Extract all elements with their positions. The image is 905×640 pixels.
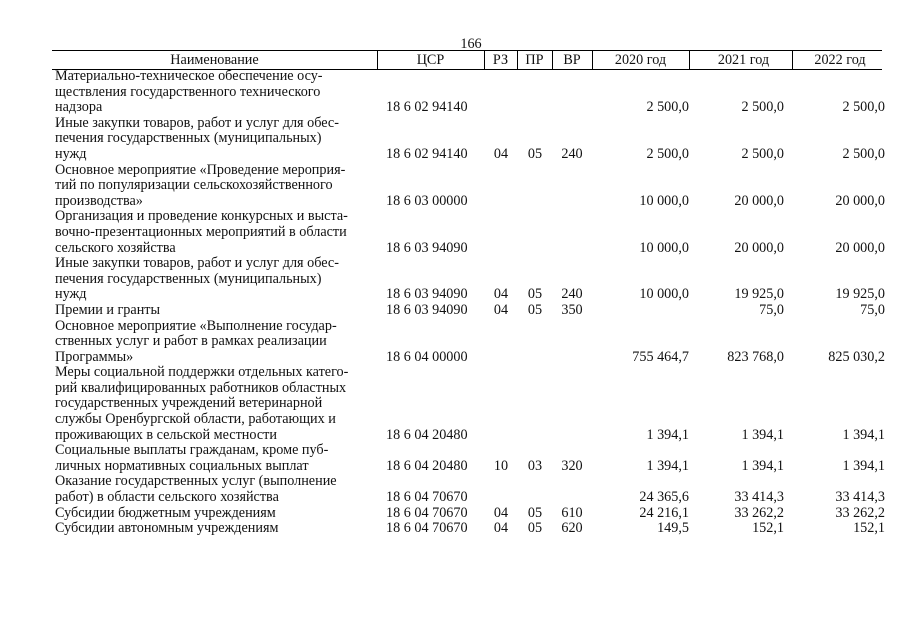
cell-2020: 10 000,0 <box>639 192 689 209</box>
cell-csr: 18 6 03 94090 <box>386 301 468 318</box>
row-name-line: ственных услуг и работ в рамках реализации <box>55 333 327 350</box>
cell-2022: 2 500,0 <box>842 145 885 162</box>
cell-2020: 755 464,7 <box>632 348 689 365</box>
cell-csr: 18 6 04 20480 <box>386 457 468 474</box>
row-name-line: нужд <box>55 286 87 303</box>
header-2020: 2020 год <box>614 52 667 68</box>
cell-2020: 149,5 <box>657 520 689 537</box>
cell-pr: 03 <box>527 457 543 474</box>
row-name-line: надзора <box>55 99 103 116</box>
table-row <box>52 442 885 474</box>
page-number: 166 <box>460 36 482 52</box>
cell-csr: 18 6 02 94140 <box>386 99 468 116</box>
row-name-line: Социальные выплаты гражданам, кроме пуб- <box>55 442 329 459</box>
cell-2021: 152,1 <box>752 520 784 537</box>
cell-vr: 240 <box>561 145 583 162</box>
row-name-line: нужд <box>55 145 87 162</box>
cell-2021: 2 500,0 <box>741 145 784 162</box>
row-name-line: ществления государственного технического <box>55 83 321 100</box>
cell-rz: 04 <box>493 520 509 537</box>
row-name <box>52 521 370 537</box>
cell-vr: 620 <box>561 520 583 537</box>
row-name-line: Программы» <box>55 348 134 365</box>
cell-pr: 05 <box>527 520 543 537</box>
header-2021: 2021 год <box>717 52 770 68</box>
cell-2022: 20 000,0 <box>835 239 885 256</box>
cell-2022: 75,0 <box>860 301 885 318</box>
cell-2021: 1 394,1 <box>741 426 784 443</box>
cell-2020: 1 394,1 <box>646 426 689 443</box>
row-name <box>52 209 370 256</box>
row-name-line: Иные закупки товаров, работ и услуг для обес- <box>55 255 339 272</box>
cell-vr: 350 <box>561 301 583 318</box>
cell-2020: 2 500,0 <box>646 99 689 116</box>
row-name-line: работ) в области сельского хозяйства <box>55 489 279 506</box>
cell-2022: 825 030,2 <box>828 348 885 365</box>
row-name <box>52 474 370 505</box>
row-name-line: проживающих в сельской местности <box>55 426 277 443</box>
table-header <box>52 50 882 70</box>
row-name <box>52 443 370 474</box>
row-name-line: Премии и гранты <box>55 301 161 318</box>
table-row <box>52 114 885 163</box>
cell-csr: 18 6 03 94090 <box>386 286 468 303</box>
cell-csr: 18 6 04 70670 <box>386 489 468 506</box>
cell-csr: 18 6 04 70670 <box>386 520 468 537</box>
header-csr: ЦСР <box>416 52 445 68</box>
cell-csr: 18 6 04 70670 <box>386 504 468 521</box>
cell-csr: 18 6 02 94140 <box>386 145 468 162</box>
row-name-line: Организация и проведение конкурсных и выста- <box>55 208 348 225</box>
row-name <box>52 256 370 303</box>
row-name <box>52 303 370 319</box>
row-name-line: печения государственных (муниципальных) <box>55 130 322 147</box>
row-name-line: печения государственных (муниципальных) <box>55 270 322 287</box>
table-row <box>52 473 885 506</box>
cell-2020: 2 500,0 <box>646 145 689 162</box>
table-row <box>52 364 885 443</box>
table-row <box>52 317 885 366</box>
cell-pr: 05 <box>527 504 543 521</box>
row-name-line: Основное мероприятие «Выполнение государ- <box>55 317 337 334</box>
cell-2021: 33 262,2 <box>734 504 784 521</box>
table-row <box>52 68 885 116</box>
cell-csr: 18 6 04 20480 <box>386 426 468 443</box>
cell-vr: 240 <box>561 286 583 303</box>
row-name-line: Материально-техническое обеспечение осу- <box>55 68 323 84</box>
cell-rz: 04 <box>493 145 509 162</box>
cell-2022: 19 925,0 <box>835 286 885 303</box>
row-name-line: Меры социальной поддержки отдельных катего- <box>55 364 349 381</box>
header-vr: ВР <box>563 52 581 68</box>
cell-2020: 24 216,1 <box>639 504 689 521</box>
cell-2021: 20 000,0 <box>734 239 784 256</box>
row-name <box>52 69 370 116</box>
table-row <box>52 520 885 537</box>
header-2022: 2022 год <box>814 52 866 68</box>
row-name-line: сельского хозяйства <box>55 239 176 256</box>
header-divider <box>792 51 793 69</box>
row-name <box>52 116 370 163</box>
cell-pr: 05 <box>527 301 543 318</box>
cell-2021: 2 500,0 <box>741 99 784 116</box>
table-row <box>52 255 885 303</box>
row-name <box>52 163 370 210</box>
header-rz: РЗ <box>492 52 509 68</box>
table-row <box>52 504 885 522</box>
row-name <box>52 506 370 522</box>
row-name <box>52 319 370 366</box>
cell-vr: 320 <box>561 457 583 474</box>
cell-2022: 33 414,3 <box>835 489 885 506</box>
cell-2022: 20 000,0 <box>835 192 885 209</box>
row-name-line: Субсидии автономным учреждениям <box>55 520 279 537</box>
cell-2021: 19 925,0 <box>734 286 784 303</box>
table-body <box>52 68 885 537</box>
cell-2021: 33 414,3 <box>734 489 784 506</box>
cell-2021: 20 000,0 <box>734 192 784 209</box>
cell-2022: 1 394,1 <box>842 457 885 474</box>
cell-csr: 18 6 03 00000 <box>386 192 468 209</box>
row-name-line: службы Оренбургской области, работающих и <box>55 411 336 428</box>
cell-2020: 24 365,6 <box>639 489 689 506</box>
cell-rz: 10 <box>493 457 509 474</box>
row-name-line: тий по популяризации сельскохозяйственного <box>55 177 333 194</box>
cell-rz: 04 <box>493 504 509 521</box>
cell-pr: 05 <box>527 145 543 162</box>
header-pr: ПР <box>525 52 544 68</box>
row-name <box>52 365 370 443</box>
cell-2020: 1 394,1 <box>646 457 689 474</box>
header-name: Наименование <box>170 52 259 68</box>
cell-pr: 05 <box>527 286 543 303</box>
cell-vr: 610 <box>561 504 583 521</box>
cell-2021: 75,0 <box>759 301 784 318</box>
row-name-line: государственных учреждений ветеринарной <box>55 395 323 412</box>
table-row <box>52 301 885 319</box>
row-name-line: личных нормативных социальных выплат <box>55 457 309 474</box>
table-row <box>52 161 885 210</box>
header-divider <box>689 51 690 69</box>
cell-2022: 33 262,2 <box>835 504 885 521</box>
row-name-line: Субсидии бюджетным учреждениям <box>55 504 276 521</box>
table-row <box>52 208 885 256</box>
cell-rz: 04 <box>493 286 509 303</box>
cell-2021: 1 394,1 <box>741 457 784 474</box>
cell-2022: 1 394,1 <box>842 426 885 443</box>
cell-rz: 04 <box>493 301 509 318</box>
row-name-line: Иные закупки товаров, работ и услуг для обес- <box>55 114 339 131</box>
cell-2021: 823 768,0 <box>727 348 784 365</box>
cell-2020: 10 000,0 <box>639 286 689 303</box>
cell-csr: 18 6 03 94090 <box>386 239 468 256</box>
row-name-line: производства» <box>55 192 143 209</box>
row-name-line: вочно-презентационных мероприятий в области <box>55 223 347 240</box>
row-name-line: Оказание государственных услуг (выполнение <box>55 473 337 490</box>
cell-2020: 10 000,0 <box>639 239 689 256</box>
cell-csr: 18 6 04 00000 <box>386 348 468 365</box>
cell-2022: 152,1 <box>853 520 885 537</box>
row-name-line: Основное мероприятие «Проведение мероприя- <box>55 161 346 178</box>
cell-2022: 2 500,0 <box>842 99 885 116</box>
row-name-line: рий квалифицированных работников областных <box>55 379 347 396</box>
